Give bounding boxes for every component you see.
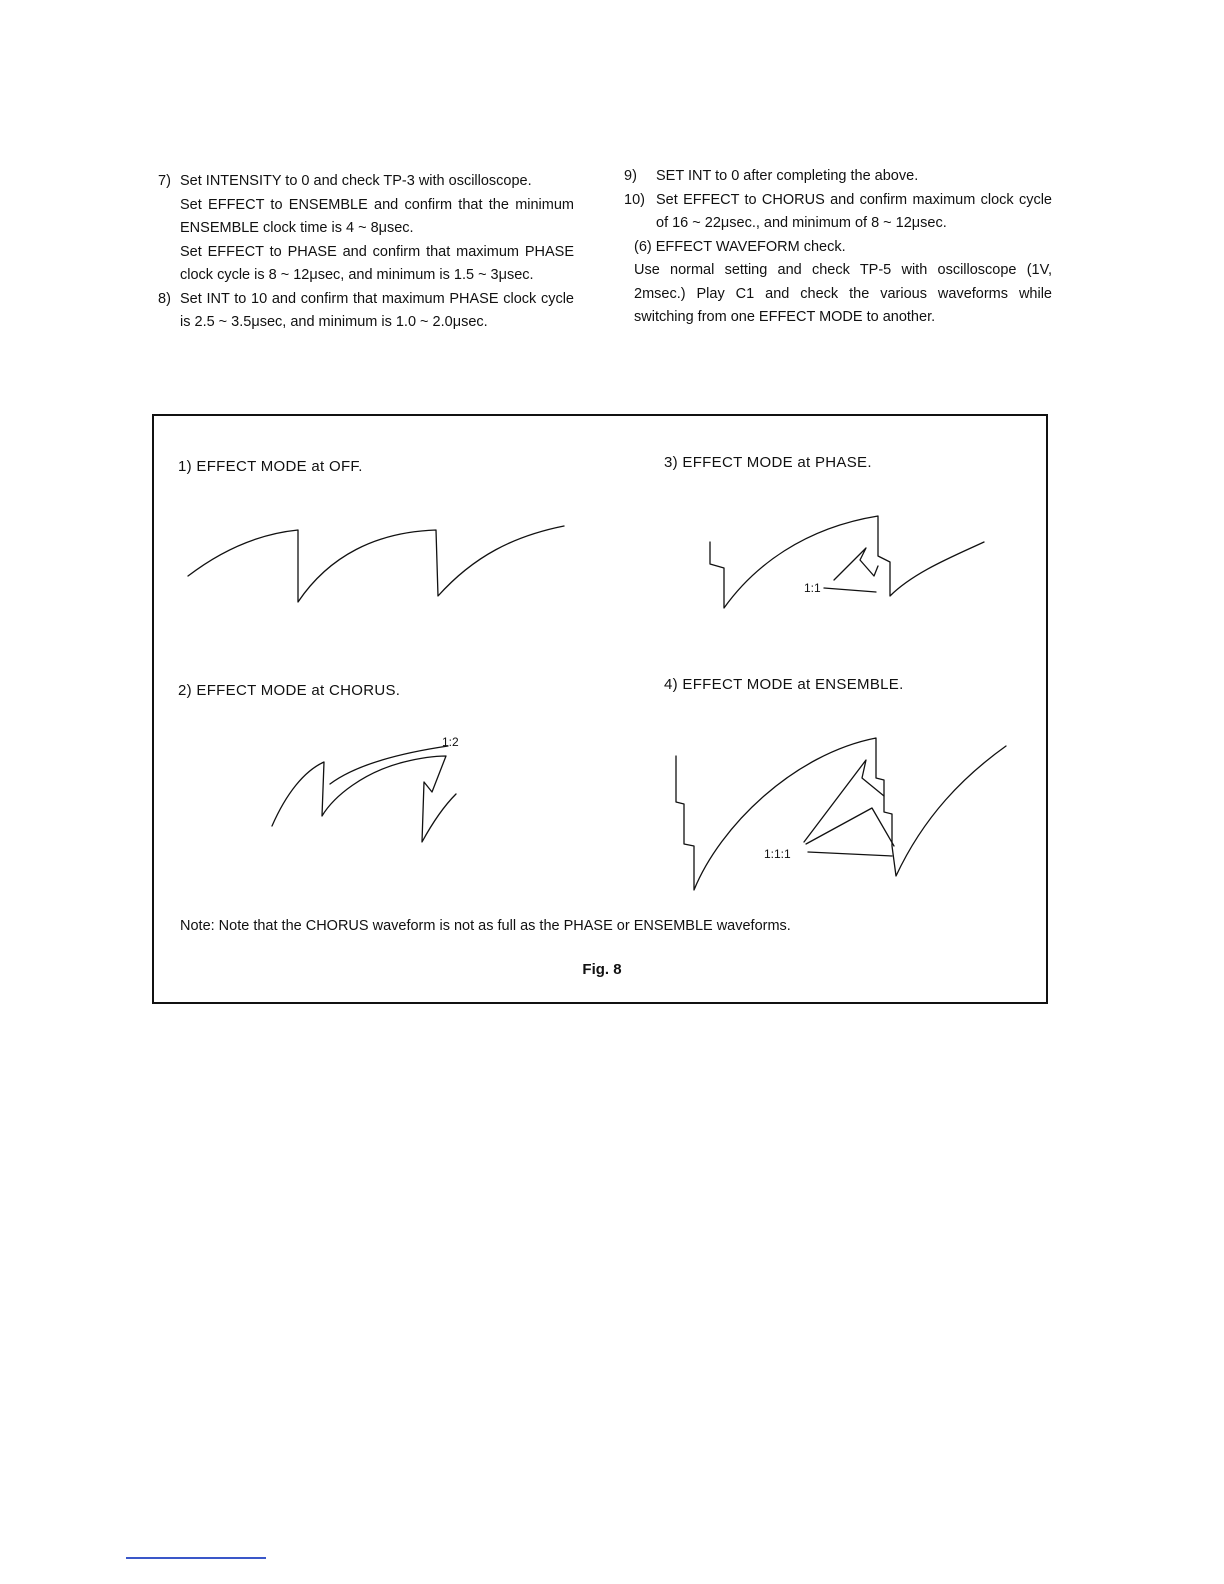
phase-ratio-label: 1:1 [804,581,821,595]
panel-2-title: 2) EFFECT MODE at CHORUS. [178,682,401,699]
waveform-phase-inner [834,548,878,580]
waveform-chorus [272,756,456,842]
waveform-chorus-overlay [330,746,448,784]
step-body [180,170,574,288]
step-number: 10) [624,191,645,208]
section-6-text: Use normal setting and check TP-5 with oscilloscope (1V, 2msec.) Play C1 and check the various waveforms while switching from one EFFECT MODE to another. [634,262,1052,325]
waveform-phase [710,516,984,608]
step-body: SET INT to 0 after completing the above. [656,168,919,184]
step-7-para-2: Set EFFECT to ENSEMBLE and confirm that the minimum ENSEMBLE clock time is 4 ~ 8μsec. [180,196,574,236]
panel-1-title: 1) EFFECT MODE at OFF. [178,458,363,475]
step-8 [158,288,574,335]
figure-caption: Fig. 8 [582,961,622,978]
step-9 [624,165,1052,189]
left-column [158,170,574,335]
step-7 [158,170,574,288]
ensemble-ratio-arrow [808,852,892,856]
step-7-para-3: Set EFFECT to PHASE and confirm that maximum PHASE clock cycle is 8 ~ 12μsec, and minimum is 1.5 ~ 3μsec. [180,243,574,283]
step-number: 7) [158,173,171,189]
waveform-off [188,526,564,602]
waveform-ensemble-inner-2 [806,808,894,846]
figure-box [152,414,1048,1004]
footer-rule [126,1557,266,1559]
waveform-ensemble-inner [804,760,884,842]
section-6-heading: (6) EFFECT WAVEFORM check. [634,238,846,255]
step-8-para-1: Set INT to 10 and confirm that maximum PHASE clock cycle is 2.5 ~ 3.5μsec, and minimum is 1.0 ~ 2.0μsec. [180,290,574,330]
panel-4-title: 4) EFFECT MODE at ENSEMBLE. [664,676,904,693]
ensemble-ratio-label: 1:1:1 [764,847,791,861]
chorus-ratio-label: 1:2 [442,735,459,749]
phase-ratio-arrow [824,588,876,592]
step-number: 8) [158,290,171,307]
step-7-para-1: Set INTENSITY to 0 and check TP-3 with oscilloscope. [180,173,532,189]
step-body: Set EFFECT to CHORUS and confirm maximum clock cycle of 16 ~ 22μsec., and minimum of 8 ~ 12μsec. [656,191,1052,231]
figure-note: Note: Note that the CHORUS waveform is not as full as the PHASE or ENSEMBLE waveforms. [180,918,791,934]
step-number: 9) [624,168,637,184]
right-column [624,165,1052,330]
step-body [180,288,574,335]
waveform-ensemble [676,738,1006,890]
step-10 [624,189,1052,236]
panel-3-title: 3) EFFECT MODE at PHASE. [664,454,872,471]
waveform-drawings [154,416,1046,1002]
